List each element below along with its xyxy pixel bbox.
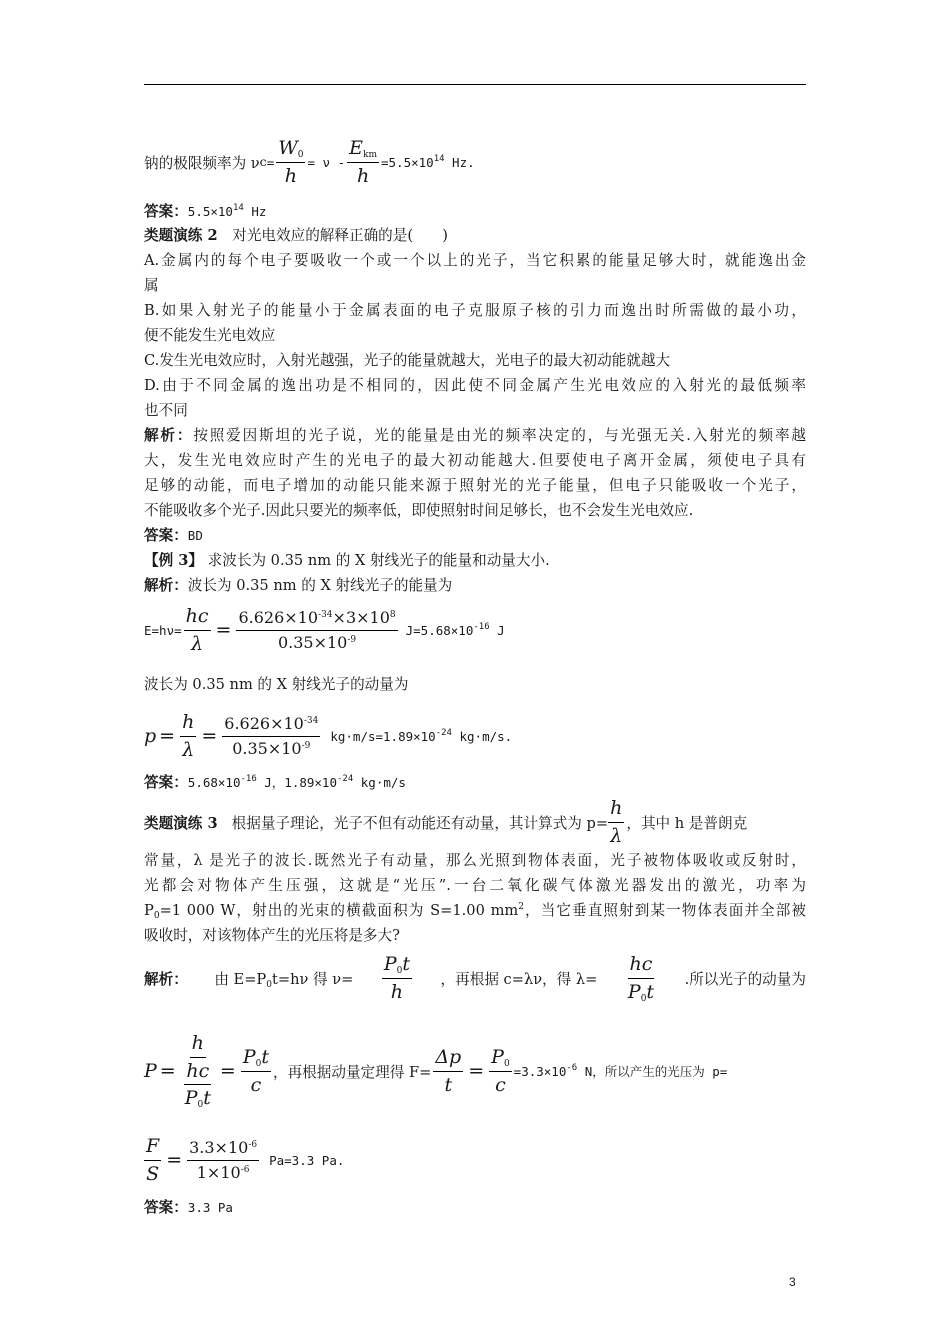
drill2-question: 类题演练 2 对光电效应的解释正确的是( ) (144, 227, 448, 244)
solution-2-line-3: 足够的动能，而电子增加的动能只能来源于照射光的光子能量，但电子只能吸收一个光子， (144, 477, 806, 494)
answer-1: 答案：$5.5\times 10^{14}$ Hz (144, 203, 267, 220)
energy-equation: E=hν= $\frac{hc}{\lambda}$ = $\frac{6.626\times 10^{-34}\times 3\times 10^8}{0.35\times 10^{-9}}$ $J=5.68\times 10^{-16}$ J (144, 604, 505, 655)
option-c: C.发生光电效应时，入射光越强，光子的能量就越大，光电子的最大初动能就越大 (144, 352, 671, 369)
solution-2-line-4: 不能吸收多个光子.因此只要光的频率低，即使照射时间足够长，也不会发生光电效应. (144, 502, 694, 519)
light-pressure-equation: $\frac{F}{S}$ = $\frac{3.3\times 10^{-6}}{1\times 10^{-6}}$ Pa=3.3 Pa. (146, 1134, 345, 1185)
drill3-question-line-4: $P_0=1$ 000 W，射出的光束的横截面积为 S=1.00 $mm^2$，当它垂直照射到某一物体表面并全部被 (144, 902, 806, 921)
solution-2-line-1: 解析：按照爱因斯坦的光子说，光的能量是由光的频率决定的，与光强无关.入射光的频率越 (144, 427, 806, 444)
drill3-question-line-3: 光都会对物体产生压强，这就是“光压”.一台二氧化碳气体激光器发出的激光，功率为 (144, 877, 806, 894)
header-rule (144, 84, 806, 85)
solution-2-line-2: 大，发生光电效应时产生的光电子的最大初动能越大.但要使电子离开金属，须使电子具有 (144, 452, 806, 469)
drill3-question-line-5: 吸收时，对该物体产生的光压将是多大? (144, 927, 400, 944)
answer-3: 答案：$5.68\times 10^{-16}$ J，$1.89\times 10^{-24}$ kg·m/s (144, 774, 406, 791)
option-a-cont: 属 (144, 277, 159, 294)
option-d: D.由于不同金属的逸出功是不相同的，因此使不同金属产生光电效应的入射光的最低频率 (144, 377, 806, 394)
drill3-question-line-1: 类题演练 3 根据量子理论，光子不但有动能还有动量，其计算式为 p= $\frac{h}{\lambda}$ ，其中 h 是普朗克 (144, 796, 748, 847)
answer-4: 答案：3.3 Pa (144, 1199, 233, 1216)
example3-solution-intro: 解析：波长为 0.35 nm 的 X 射线光子的能量为 (144, 577, 453, 594)
page-number: 3 (789, 1275, 796, 1289)
drill3-solution-line-1: 解析： 由 $E=P_0t=h\nu$ 得 ν= $\frac{P_0t}{h}$ ，再根据 c=λν，得 λ= $\frac{hc}{P_0t}$ .所以光子的动量为 (144, 952, 806, 1004)
option-a: A.金属内的每个电子要吸收一个或一个以上的光子，当它积累的能量足够大时，就能逸出金 (144, 252, 806, 269)
option-b: B.如果入射光子的能量小于金属表面的电子克服原子核的引力而逸出时所需做的最小功， (144, 302, 806, 319)
option-d-cont: 也不同 (144, 402, 188, 419)
option-b-cont: 便不能发生光电效应 (144, 327, 276, 344)
drill3-momentum-equation: P = $\frac{h}{\frac{hc}{P_0t}}$ = $\frac{P_0t}{c}$ ，再根据动量定理得 F= $\frac{\Delta p}{t}$ = $\frac{P_0}{c}$ $=3.3\times 10^{-6}$ N，所以产生的光压为 p= (144, 1031, 728, 1111)
momentum-intro: 波长为 0.35 nm 的 X 射线光子的动量为 (144, 676, 409, 693)
momentum-equation: p = $\frac{h}{\lambda}$ = $\frac{6.626\times 10^{-34}}{0.35\times 10^{-9}}$ $kg\cdot m/s=1.89\times 10^{-24}$ kg·m/s. (144, 710, 513, 761)
answer-2: 答案：BD (144, 527, 203, 544)
threshold-frequency-line: 钠的极限频率为 ν c = $\frac{W_0}{h}$ = ν - $\frac{E_{km}}{h}$ $=5.5\times 10^{14}$ Hz. (144, 136, 475, 187)
drill3-question-line-2: 常量，λ 是光子的波长.既然光子有动量，那么光照到物体表面，光子被物体吸收或反射时， (144, 852, 806, 869)
example3-question: 【例 3】 求波长为 0.35 nm 的 X 射线光子的能量和动量大小. (144, 552, 550, 569)
